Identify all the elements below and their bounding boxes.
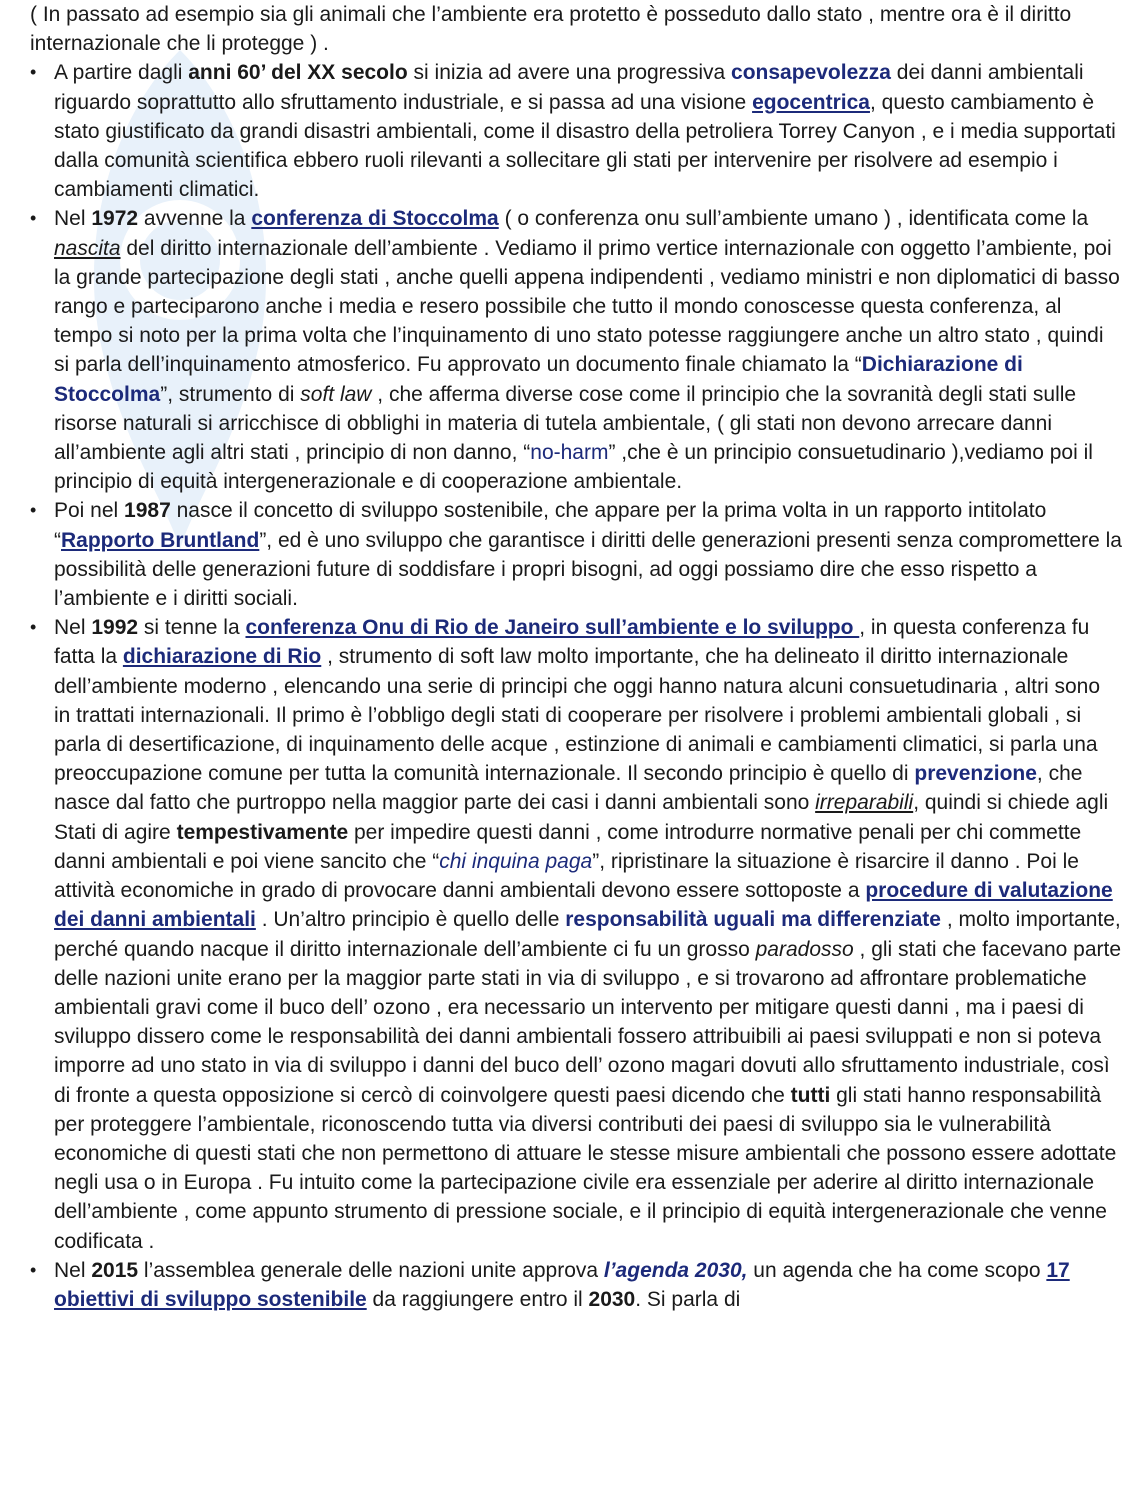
keyword: conferenza Onu di Rio de Janeiro sull’ambiente e lo sviluppo	[245, 616, 860, 640]
list-item: • Nel 1992 si tenne la conferenza Onu di Rio de Janeiro sull’ambiente e lo sviluppo , in questa conferenza fu fatta la dichiarazione di Rio , strumento di soft law molto importante, che ha delineato il diritto internazionale dell’ambiente moderno , elencando una serie di principi che oggi hanno natura alcuni consuetudinaria , altri sono in trattati internazionali. Il primo è l’obbligo degli stati di cooperare per risolvere i problemi ambientali globali , si parla di desertificazione, di inquinamento delle acque , estinzione di animali e cambiamenti climatici, si parla una preoccupazione comune per tutta la comunità internazionale. Il secondo principio è quello di prevenzione, che nasce dal fatto che purtroppo nella maggior parte dei casi i danni ambientali sono irreparabili, quindi si chiede agli Stati di agire tempestivamente per impedire questi danni , come introdurre normative penali per chi commette danni ambientali e poi viene sancito che “chi inquina paga”, ripristinare la situazione è risarcire il danno . Poi le attività economiche in grado di provocare danni ambientali devono essere sottoposte a procedure di valutazione dei danni ambientali . Un’altro principio è quello delle responsabilità uguali ma differenziate , molto importante, perché quando nacque il diritto internazionale dell’ambiente ci fu un grosso paradosso , gli stati che facevano parte delle nazioni unite erano per la maggior parte stati in via di sviluppo , e si trovarono ad affrontare problematiche ambientali gravi come il buco dell’ ozono , era necessario un intervento per mitigare questi danni , ma i paesi di sviluppo dissero come le responsabilità dei danni ambientali fossero attribuibili ai paesi sviluppati e non si poteva imporre ad uno stato in via di sviluppo i danni del buco dell’ ozono magari dovuti allo sfruttamento industriale, così di fronte a questa opposizione si cercò di coinvolgere questi paesi dicendo che tutti gli stati hanno responsabilità per proteggere l’ambientale, riconoscendo tutta via diversi contributi dei paesi di sviluppo sia le vulnerabilità economiche di questi stati che non permettono di attuare le stesse misure ambientali che possono essere adottate negli usa o in Europa . Fu intuito come la partecipazione civile era essenziale per aderire al diritto internazionale dell’ambiente , come appunto strumento di pressione sociale, e il principio di equità intergenerazionale che venne codificata .	[30, 613, 1122, 1255]
bullet-list	[30, 58, 1122, 1314]
keyword: Rapporto Bruntland	[61, 528, 260, 552]
list-item: • Poi nel 1987 nasce il concetto di sviluppo sostenibile, che appare per la prima volta in un rapporto intitolato “Rapporto Bruntland”, ed è uno sviluppo che garantisce i diritti delle generazioni presenti senza compromettere la possibilità delle generazioni future di soddisfare i propri bisogni, ad oggi possiamo dire che esso rispetto a l’ambiente e i diritti sociali.	[30, 496, 1122, 613]
bullet-icon: •	[30, 208, 37, 229]
bullet-icon: •	[30, 62, 37, 83]
keyword: consapevolezza	[731, 61, 891, 85]
bullet-icon: •	[30, 617, 37, 638]
keyword: Dichiarazione di Stoccolma	[54, 353, 1023, 406]
keyword: conferenza di Stoccolma	[251, 207, 499, 231]
list-item: • Nel 2015 l’assemblea generale delle nazioni unite approva l’agenda 2030, un agenda che ha come scopo 17 obiettivi di sviluppo sostenibile da raggiungere entro il 2030. Si parla di	[30, 1256, 1122, 1314]
list-item: • A partire dagli anni 60’ del XX secolo si inizia ad avere una progressiva consapevolezza dei danni ambientali riguardo soprattutto allo sfruttamento industriale, e si passa ad una visione egocentrica, questo cambiamento è stato giustificato da grandi disastri ambientali, come il disastro della petroliera Torrey Canyon , e i media supportati dalla comunità scientifica ebbero ruoli rilevanti a sollecitare gli stati per intervenire per risolvere ad esempio i cambiamenti climatici.	[30, 58, 1122, 204]
keyword: responsabilità uguali ma differenziate	[565, 908, 941, 932]
bullet-icon: •	[30, 500, 37, 521]
keyword: prevenzione	[914, 762, 1037, 786]
intro-paragraph: ( In passato ad esempio sia gli animali che l’ambiente era protetto è posseduto dallo stato , mentre ora è il diritto internazionale che li protegge ) .	[30, 3, 1072, 56]
bullet-icon: •	[30, 1259, 37, 1280]
keyword: 17 obiettivi di sviluppo sostenibile	[54, 1258, 1070, 1311]
keyword: procedure di valutazione dei danni ambientali	[54, 879, 1113, 932]
list-item: • Nel 1972 avvenne la conferenza di Stoccolma ( o conferenza onu sull’ambiente umano ) , identificata come la nascita del diritto internazionale dell’ambiente . Vediamo il primo vertice internazionale con oggetto l’ambiente, poi la grande partecipazione degli stati , anche quelli appena indipendenti , vediamo ministri e non diplomatici di basso rango e parteciparono anche i media e resero possibile che tutto il mondo conoscesse questa conferenza, al tempo si noto per la prima volta che l’inquinamento di uno stato potesse raggiungere anche un altro stato , quindi si parla dell’inquinamento atmosferico. Fu approvato un documento finale chiamato la “Dichiarazione di Stoccolma”, strumento di soft law , che afferma diverse cose come il principio che la sovranità degli stati sulle risorse naturali si arricchisce di obblighi in materia di tutela ambientale, ( gli stati non devono arrecare danni all’ambiente agli altri stati , principio di non danno, “no-harm” ,che è un principio consuetudinario ),vediamo poi il principio di equità intergenerazionale e di cooperazione ambientale.	[30, 204, 1122, 496]
keyword: l’agenda 2030,	[603, 1258, 748, 1282]
document-page	[30, 0, 1122, 1314]
keyword: dichiarazione di Rio	[122, 645, 322, 669]
keyword: egocentrica	[752, 90, 870, 114]
